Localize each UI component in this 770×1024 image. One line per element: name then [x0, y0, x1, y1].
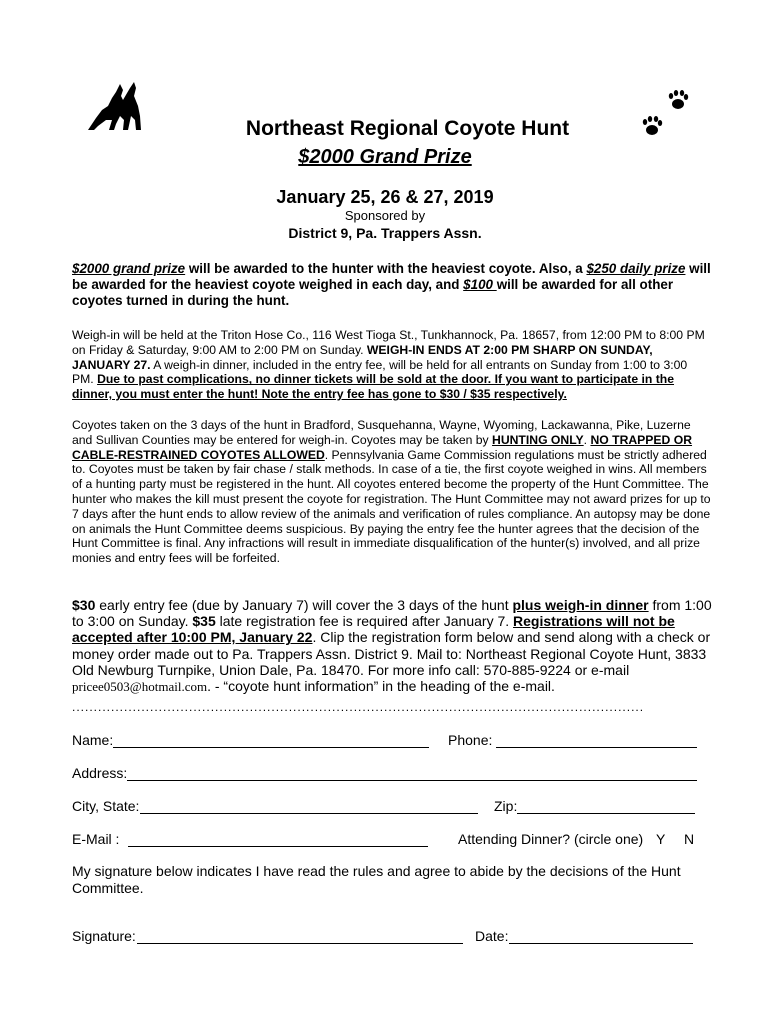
address-field[interactable] — [127, 780, 697, 781]
address-label: Address: — [72, 765, 128, 781]
phone-label: Phone: — [448, 732, 493, 748]
agreement-text: My signature below indicates I have read the rules and agree to abide by the decisions of the Hunt Committee. — [72, 863, 681, 896]
city-zip-row — [72, 798, 698, 816]
dinner-included-notice: plus weigh-in dinner — [512, 597, 649, 613]
signature-label: Signature: — [72, 928, 136, 944]
weigh-in-deadline: WEIGH-IN ENDS AT 2:00 PM SHARP ON SUNDAY, JANUARY 27. — [72, 342, 653, 372]
contact-email: pricee0503@hotmail.com — [72, 679, 208, 695]
fee-text: . - “coyote hunt information” in the heading of the e-mail. — [207, 678, 555, 695]
other-prize-amount: $100 — [463, 277, 497, 292]
event-dates: January 25, 26 & 27, 2019 — [276, 187, 494, 207]
sponsored-by-label: Sponsored by — [344, 208, 426, 223]
address-row — [72, 765, 698, 783]
attending-dinner-label: Attending Dinner? (circle one) — [458, 831, 644, 847]
name-phone-row — [72, 732, 698, 750]
weigh-in-text: A weigh-in dinner, included in the entry fee, will be held for all entrants on Sunday from 1:00 to 3:00 PM. — [72, 357, 688, 387]
rules-text: . Pennsylvania Game Commission regulations must be strictly adhered to. Coyotes must be taken by fair chase / stalk methods. In case of a tie, the first coyote weighed in wins. All members of a hunting party must be registered in the hunt. All coyotes entered become the property of the Hunt Committee. The hunter who makes the kill must present the coyote for registration. The Hunt Committee may not award prizes for up to 7 days after the hunt ends to allow review of the animals and verification of rules compliance. An autopsy may be done on animals the Hunt Committee deems suspicious. By paying the entry fee the hunter agrees that the decision of the Hunt Committee is final. Any infractions will result in immediate disqualification of the hunter(s) involved, and all prize monies and entry fees will be forfeited. — [72, 447, 711, 566]
name-field[interactable] — [113, 747, 429, 748]
fee-text: . Clip the registration form below and send along with a check or money order made out to Pa. Trappers Assn. District 9. Mail to: Northeast Regional Coyote Hunt, 3833 Old Newburg Turnpike, Union Dale, Pa. 18470. For more info call: 570-885-9224 or e-mail — [72, 629, 711, 678]
rules-text: . — [583, 432, 591, 447]
registration-deadline: Registrations will not be accepted after 10:00 PM, January 22 — [72, 613, 675, 646]
weigh-in-text: Weigh-in will be held at the Triton Hose Co., 116 West Tioga St., Tunkhannock, Pa. 18657, from 12:00 PM to 8:00 PM on Friday & Saturday, 9:00 AM to 2:00 PM on Sunday. — [72, 328, 705, 357]
zip-label: Zip: — [494, 798, 518, 814]
name-label: Name: — [72, 732, 114, 748]
dinner-yes-option[interactable]: Y — [656, 831, 666, 847]
clip-line-divider: .................................................................................................................................... — [72, 700, 645, 714]
dinner-notice: Due to past complications, no dinner tickets will be sold at the door. If you want to participate in the dinner, you must enter the hunt! Note the entry fee has gone to $30 / $35 respectively. — [72, 372, 675, 402]
rules-paragraph — [72, 418, 712, 566]
signature-date-row — [72, 928, 698, 946]
date-field[interactable] — [509, 943, 693, 944]
entry-fee-paragraph — [72, 597, 712, 695]
rules-text: Coyotes taken on the 3 days of the hunt in Bradford, Susquehanna, Wayne, Wyoming, Lackawanna, Pike, Luzerne and Sullivan Counties may be entered for weigh-in. Coyotes may be taken by — [72, 418, 691, 447]
prize-text: will be awarded to the hunter with the heaviest coyote. Also, a — [185, 261, 587, 276]
email-field[interactable] — [128, 846, 428, 847]
city-state-field[interactable] — [140, 813, 478, 814]
fee-text: late registration fee is required after January 7. — [215, 613, 514, 630]
no-trapped-notice: NO TRAPPED OR CABLE-RESTRAINED COYOTES ALLOWED — [72, 432, 693, 462]
dinner-no-option[interactable]: N — [684, 831, 695, 847]
prize-amount: $2000 grand prize — [72, 261, 186, 276]
early-fee: $30 — [72, 597, 96, 613]
prize-paragraph — [72, 261, 712, 309]
city-state-label: City, State: — [72, 798, 140, 814]
weigh-in-paragraph — [72, 328, 712, 402]
daily-prize-amount: $250 daily prize — [586, 261, 686, 276]
prize-text: will be awarded for the heaviest coyote weighed in each day, and — [72, 261, 711, 292]
prize-text: will be awarded for all other coyotes turned in during the hunt. — [72, 277, 674, 308]
page-title: Northeast Regional Coyote Hunt — [245, 117, 570, 140]
date-label: Date: — [475, 928, 509, 944]
sponsor-name: District 9, Pa. Trappers Assn. — [288, 225, 482, 241]
grand-prize-heading: $2000 Grand Prize — [298, 146, 472, 168]
email-label: E-Mail : — [72, 831, 120, 847]
fee-text: from 1:00 to 3:00 on Sunday. — [72, 597, 712, 630]
signature-field[interactable] — [137, 943, 463, 944]
hunting-only-notice: HUNTING ONLY — [492, 432, 584, 447]
zip-field[interactable] — [517, 813, 695, 814]
late-fee: $35 — [192, 613, 216, 630]
fee-text: early entry fee (due by January 7) will cover the 3 days of the hunt — [95, 597, 513, 613]
phone-field[interactable] — [496, 747, 697, 748]
email-dinner-row — [72, 831, 698, 849]
